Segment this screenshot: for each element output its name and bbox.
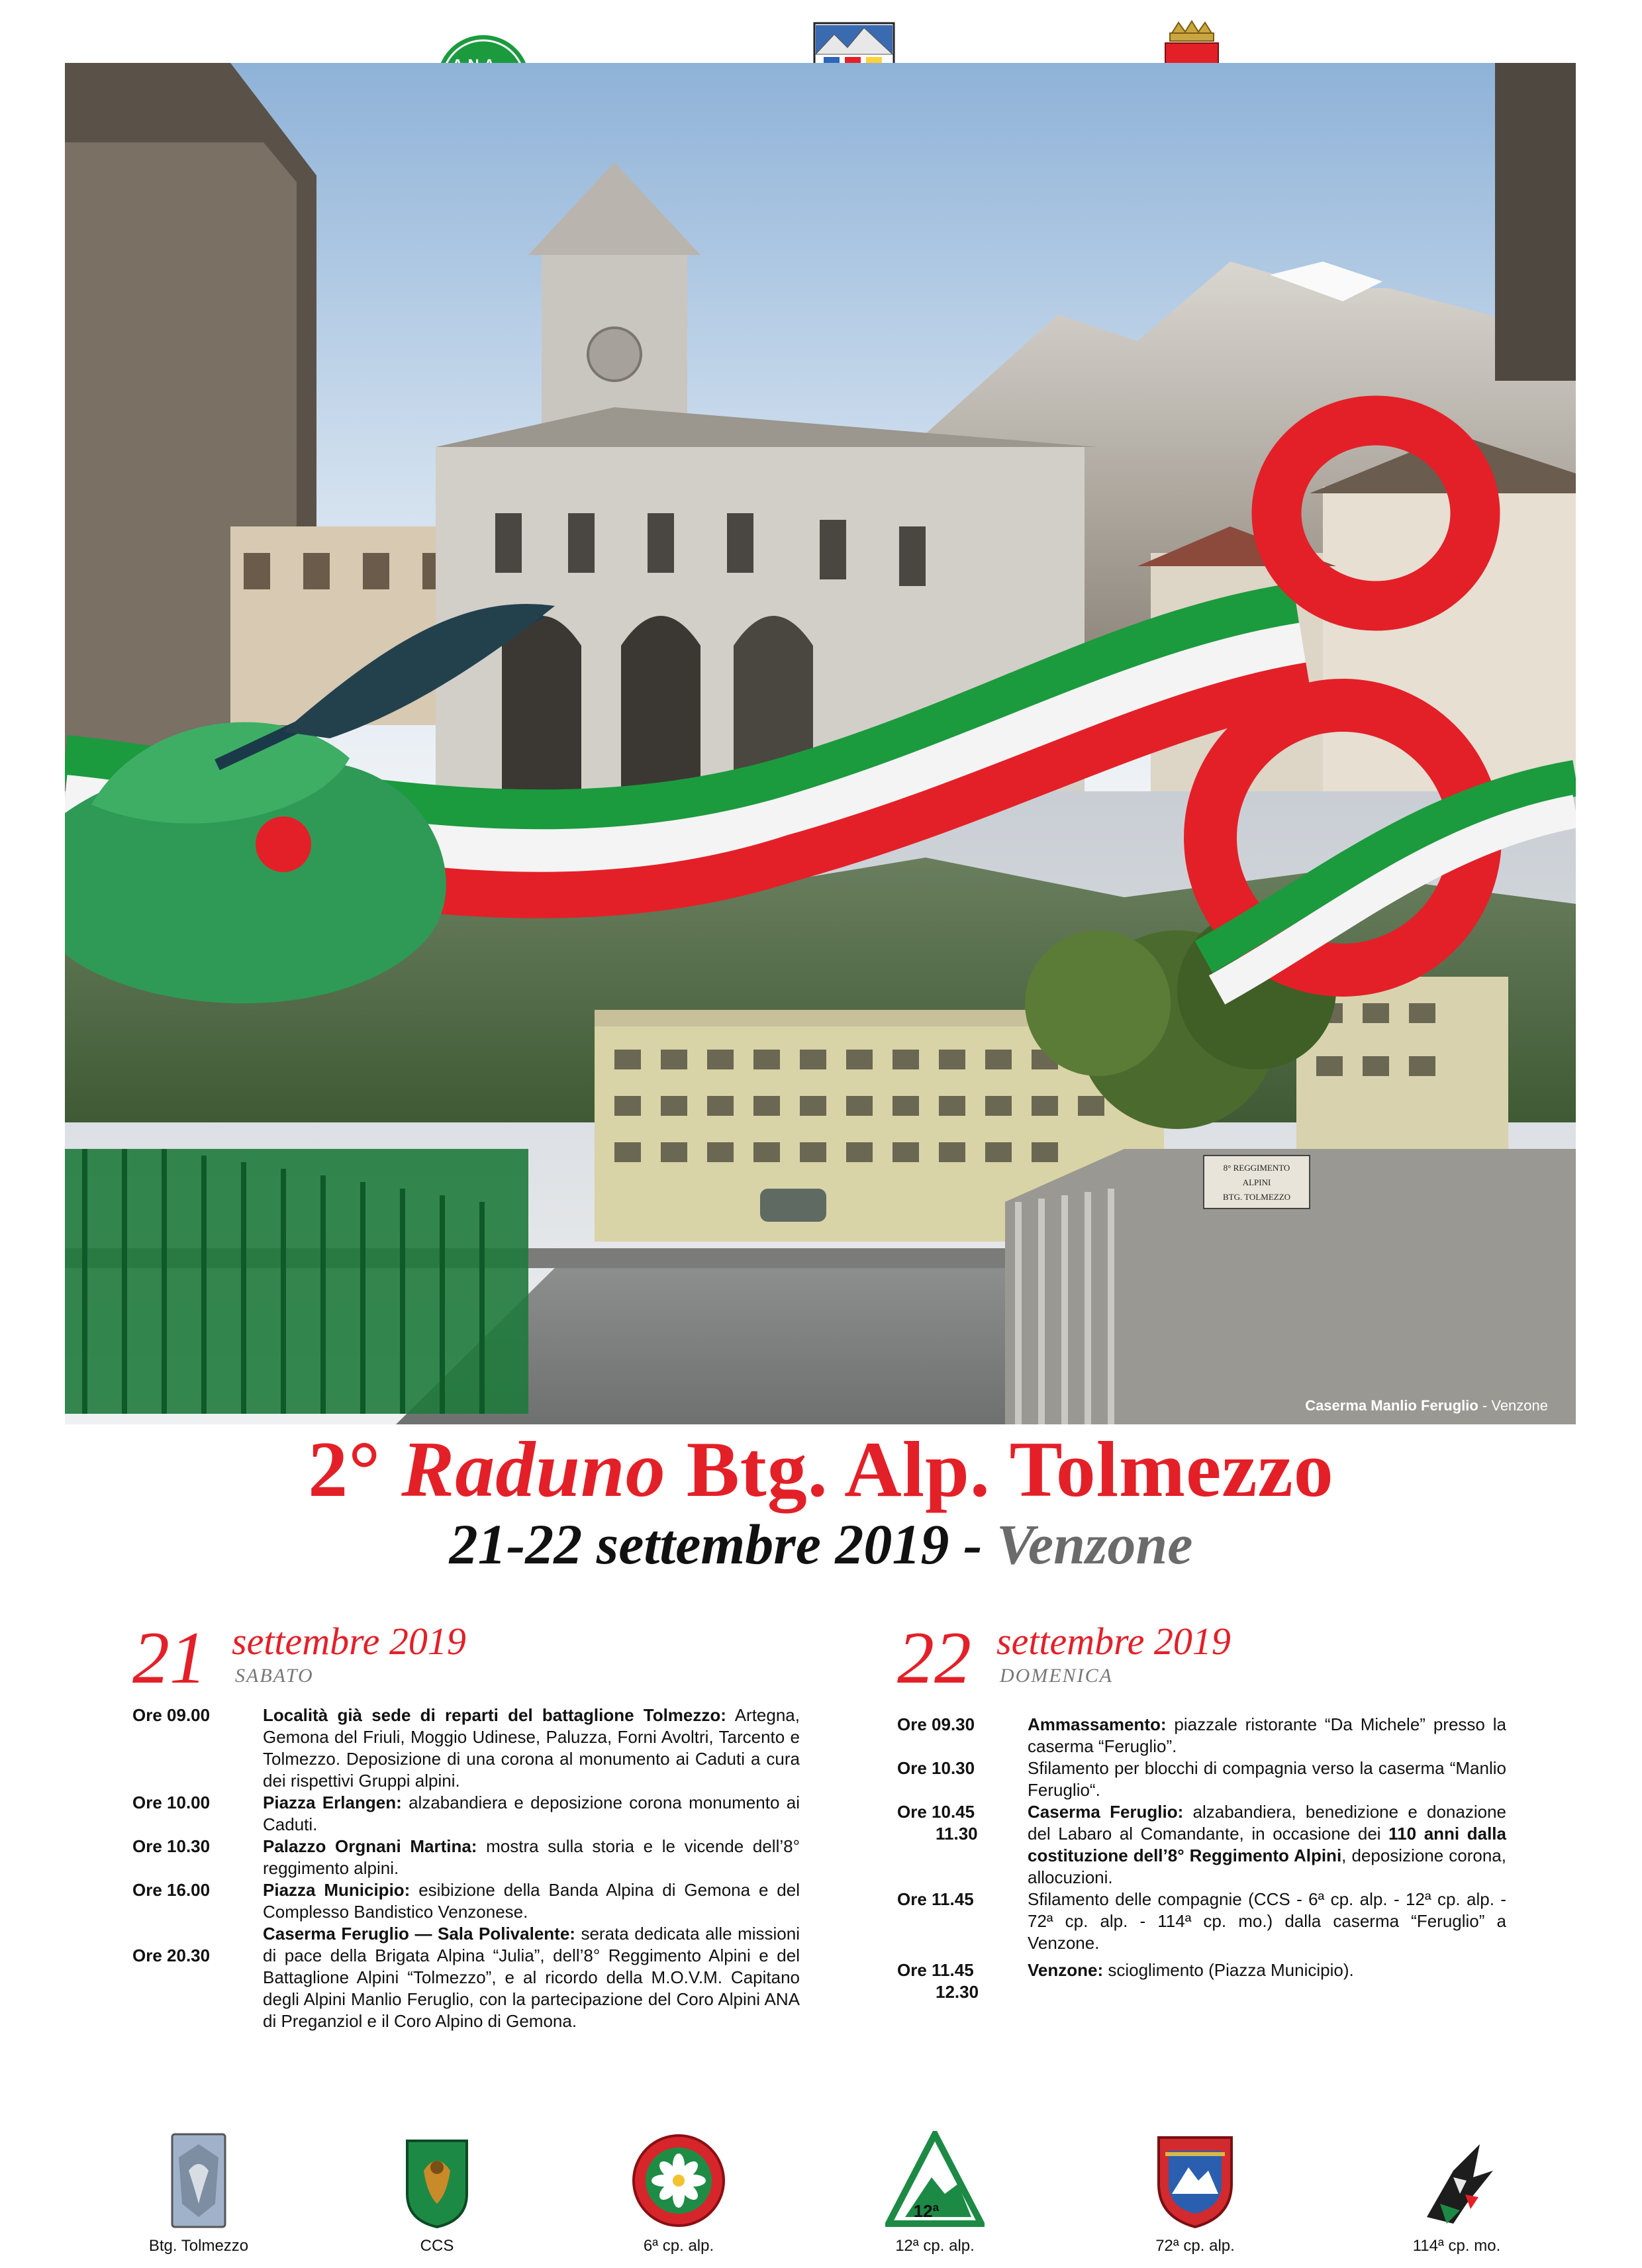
day1-weekday: SABATO	[235, 1665, 314, 1687]
subtitle-separator: -	[949, 1512, 997, 1576]
schedule-row	[132, 1879, 800, 1923]
title-italic: Raduno	[401, 1425, 666, 1513]
schedule-row	[897, 1714, 1506, 1757]
badge-label: Btg. Tolmezzo	[148, 2237, 249, 2255]
event-time: Ore 09.00	[132, 1705, 211, 1725]
day2-weekday: DOMENICA	[1000, 1665, 1113, 1687]
event-description: Sfilamento per blocchi di compagnia verso la caserma “Manlio Feruglio“.	[1028, 1758, 1506, 1800]
event-place: Venzone	[996, 1512, 1193, 1576]
badge-12-text: 12ª	[913, 2201, 940, 2221]
badge-label: 114ª cp. mo.	[1412, 2237, 1501, 2255]
day2-schedule	[897, 1714, 1506, 2002]
event-description: Palazzo Orgnani Martina: mostra sulla storia e le vicende dell’8° reggimento alpini.	[263, 1836, 800, 1878]
schedule-row	[897, 1757, 1506, 1801]
event-time: Ore 09.30	[897, 1714, 975, 1734]
event-description: Piazza Erlangen: alzabandiera e deposizione corona monumento ai Caduti.	[263, 1793, 800, 1834]
event-title	[0, 1424, 1642, 1515]
schedule-row	[897, 1959, 1506, 2002]
event-time: Ore 10.45	[897, 1802, 975, 1822]
barracks-sign-line-3: BTG. TOLMEZZO	[1222, 1192, 1291, 1202]
day1-month: settembre 2019	[232, 1620, 466, 1663]
badge-6-cp	[579, 2131, 778, 2263]
event-time: Ore 11.45	[897, 1960, 974, 1980]
barracks-sign-line-2: ALPINI	[1242, 1177, 1271, 1187]
event-time: Ore 10.30	[897, 1758, 975, 1778]
schedule-row	[132, 1792, 800, 1836]
barracks-sign-line-1: 8° REGGIMENTO	[1223, 1163, 1290, 1173]
badge-label: 6ª cp. alp.	[643, 2237, 714, 2255]
badge-72-cp	[1096, 2131, 1294, 2263]
event-subtitle	[0, 1511, 1642, 1577]
event-time: Ore 11.45	[897, 1889, 974, 1909]
badge-label: 12ª cp. alp.	[895, 2237, 975, 2255]
72-cp-badge-icon	[1152, 2131, 1238, 2230]
hero-caption-bold: Caserma Manlio Feruglio	[1305, 1397, 1478, 1414]
event-description: Località già sede di reparti del battaglione Tolmezzo: Artegna, Gemona del Friuli, Moggio Udinese, Paluzza, Forni Avoltri, Tarcento e Tolmezzo. Deposizione di una corona al monumento ai Caduti a cura dei rispettivi Gruppi alpini.	[263, 1705, 800, 1791]
title-prefix: 2°	[308, 1425, 402, 1513]
day2-header	[897, 1617, 1493, 1701]
day2-month: settembre 2019	[996, 1620, 1231, 1663]
hero-caption-rest: - Venzone	[1478, 1397, 1548, 1414]
hero-photo-collage	[65, 63, 1576, 1424]
event-description: Venzone: scioglimento (Piazza Municipio).	[1028, 1960, 1354, 1980]
schedule-row	[132, 1836, 800, 1879]
day1-header	[132, 1617, 728, 1701]
schedule-row	[897, 1801, 1506, 1889]
event-end-time: 11.30	[936, 1824, 978, 1844]
badge-btg-tolmezzo	[99, 2131, 298, 2263]
event-time: Ore 16.00	[132, 1880, 211, 1900]
event-description: Ammassamento: piazzale ristorante “Da Michele” presso la caserma “Feruglio”.	[1028, 1714, 1506, 1756]
badge-12-cp	[836, 2131, 1034, 2263]
6-cp-badge-icon	[629, 2131, 728, 2230]
schedule-row	[132, 1704, 800, 1792]
day2-number: 22	[897, 1617, 971, 1699]
event-description: Caserma Feruglio — Sala Polivalente: serata dedicata alle missioni di pace della Brigata Alpina “Julia”, dell’8° Reggimento Alpini e del Battaglione Alpini “Tolmezzo”, e al ricordo della M.O.V.M. Capitano degli Alpini Manlio Feruglio, con la partecipazione del Coro Alpini ANA di Preganziol e il Coro Alpino di Gemona.	[263, 1924, 800, 2031]
ccs-badge-icon	[401, 2131, 473, 2230]
event-end-time: 12.30	[936, 1982, 979, 2002]
event-time: Ore 10.00	[132, 1793, 211, 1812]
event-time: Ore 20.30	[132, 1946, 211, 1965]
day1-number: 21	[132, 1617, 207, 1699]
schedule-row	[897, 1889, 1506, 1954]
badge-ccs	[338, 2131, 536, 2263]
event-time: Ore 10.30	[132, 1836, 211, 1856]
schedule-row	[132, 1923, 800, 2032]
event-dates: 21-22 settembre 2019	[449, 1512, 949, 1576]
badge-label: CCS	[420, 2237, 454, 2255]
12-cp-badge-icon	[885, 2131, 985, 2230]
event-description: Caserma Feruglio: alzabandiera, benedizione e donazione del Labaro al Comandante, in occasione dei 110 anni dalla costituzione dell’8° Reggimento Alpini, deposizione corona, allocuzioni.	[1028, 1802, 1506, 1887]
hero-illustration	[65, 63, 1576, 1424]
event-description: Piazza Municipio: esibizione della Banda Alpina di Gemona e del Complesso Bandistico Venzonese.	[263, 1880, 800, 1922]
badge-label: 72ª cp. alp.	[1155, 2237, 1235, 2255]
badge-114-cp	[1357, 2131, 1556, 2263]
114-cp-badge-icon	[1414, 2131, 1500, 2230]
event-description: Sfilamento delle compagnie (CCS - 6ª cp. alp. - 12ª cp. alp. - 72ª cp. alp. - 114ª cp. mo.) dalla caserma “Feruglio” a Venzone.	[1028, 1889, 1506, 1953]
title-rest: Btg. Alp. Tolmezzo	[665, 1425, 1334, 1513]
day1-schedule	[132, 1704, 800, 2032]
btg-tolmezzo-badge-icon	[169, 2131, 228, 2230]
svg-text:Caserma Manlio Feruglio - Venz	[1305, 1397, 1548, 1414]
